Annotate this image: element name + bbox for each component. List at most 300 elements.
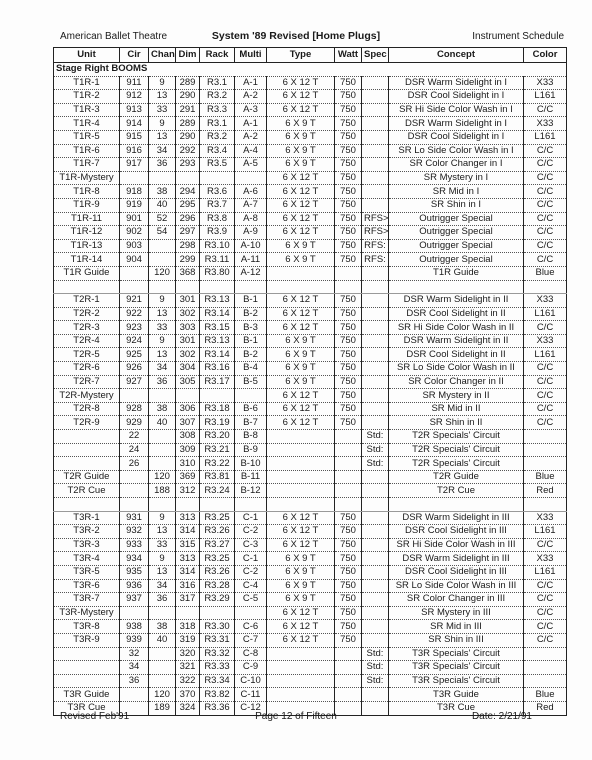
table-row [54,633,567,647]
cell-dim: 318 [176,620,200,634]
cell-color [524,430,567,444]
cell-multi: C-3 [235,538,267,552]
footer-date: Date: 2/21/91 [471,711,532,722]
cell-spec [362,525,389,539]
cell-color: X33 [524,76,567,90]
cell-color: Blue [524,266,567,280]
cell-type: 6 X 9 T [267,362,335,376]
cell-unit: T2R-5 [54,348,120,362]
cell-multi [235,389,267,403]
cell-chan [149,457,176,471]
col-header-cir: Cir [120,48,149,63]
cell-dim [176,498,200,512]
table-row [54,117,567,131]
table-row [54,416,567,430]
cell-watt [335,280,362,294]
cell-dim: 289 [176,117,200,131]
cell-chan [149,606,176,620]
cell-dim: 310 [176,457,200,471]
cell-chan: 54 [149,226,176,240]
cell-cir: 924 [120,334,149,348]
cell-color: X33 [524,552,567,566]
cell-unit [54,443,120,457]
table-row [54,266,567,280]
table-row [54,185,567,199]
cell-dim: 289 [176,76,200,90]
cell-dim: 290 [176,130,200,144]
cell-rack: R3.26 [200,565,235,579]
cell-concept: SR Lo Side Color Wash in III [389,579,524,593]
table-row [54,90,567,104]
cell-multi: C-11 [235,688,267,702]
cell-watt [335,430,362,444]
cell-type: 6 X 9 T [267,117,335,131]
cell-rack: R3.15 [200,321,235,335]
cell-unit [54,674,120,688]
cell-unit [54,457,120,471]
footer-page-number: Page 12 of Fifteen [255,711,337,722]
cell-watt [335,647,362,661]
cell-chan: 38 [149,620,176,634]
cell-cir: 923 [120,321,149,335]
cell-dim: 316 [176,579,200,593]
cell-dim: 322 [176,674,200,688]
cell-rack [200,280,235,294]
cell-chan [149,430,176,444]
cell-type [267,688,335,702]
col-header-rack: Rack [200,48,235,63]
cell-concept: T2R Specials' Circuit [389,457,524,471]
cell-multi: B-8 [235,430,267,444]
cell-unit: T1R Guide [54,266,120,280]
cell-cir: 901 [120,212,149,226]
table-row [54,375,567,389]
cell-multi [235,171,267,185]
cell-unit: T1R-14 [54,253,120,267]
cell-color [524,674,567,688]
cell-spec: Std: [362,457,389,471]
cell-dim: 312 [176,484,200,498]
cell-multi: B-5 [235,375,267,389]
cell-unit: T1R-3 [54,103,120,117]
cell-concept: DSR Cool Sidelight in I [389,90,524,104]
cell-cir: 937 [120,593,149,607]
cell-unit: T2R-1 [54,294,120,308]
cell-concept: DSR Warm Sidelight in III [389,511,524,525]
cell-unit: T2R Guide [54,470,120,484]
table-row [54,130,567,144]
cell-rack: R3.24 [200,484,235,498]
cell-spec: RFS: [362,239,389,253]
cell-watt [335,266,362,280]
cell-unit: T2R-2 [54,307,120,321]
cell-color: L161 [524,307,567,321]
instrument-schedule-table [53,47,567,716]
cell-rack: R3.33 [200,661,235,675]
cell-color: C/C [524,362,567,376]
cell-dim: 370 [176,688,200,702]
cell-type: 6 X 12 T [267,402,335,416]
cell-spec [362,171,389,185]
cell-color: C/C [524,185,567,199]
cell-watt [335,470,362,484]
cell-type: 6 X 9 T [267,130,335,144]
cell-color: C/C [524,593,567,607]
cell-multi: C-1 [235,552,267,566]
cell-cir: 24 [120,443,149,457]
cell-chan: 13 [149,348,176,362]
cell-rack [200,171,235,185]
cell-cir: 913 [120,103,149,117]
cell-concept: T2R Specials' Circuit [389,443,524,457]
cell-concept [389,498,524,512]
cell-cir: 904 [120,253,149,267]
cell-dim: 297 [176,226,200,240]
col-header-watt: Watt [335,48,362,63]
cell-chan: 40 [149,633,176,647]
table-row [54,239,567,253]
cell-unit: T2R-7 [54,375,120,389]
cell-cir: 939 [120,633,149,647]
cell-watt: 750 [335,606,362,620]
table-row [54,647,567,661]
cell-cir: 34 [120,661,149,675]
cell-concept: DSR Cool Sidelight in I [389,130,524,144]
cell-watt: 750 [335,402,362,416]
cell-type: 6 X 12 T [267,185,335,199]
cell-spec [362,620,389,634]
cell-dim: 320 [176,647,200,661]
cell-chan [149,498,176,512]
cell-concept: SR Mystery in II [389,389,524,403]
cell-unit: T2R-Mystery [54,389,120,403]
cell-watt: 750 [335,76,362,90]
cell-cir [120,470,149,484]
table-row [54,144,567,158]
cell-color: C/C [524,158,567,172]
col-header-concept: Concept [389,48,524,63]
cell-multi: C-9 [235,661,267,675]
cell-spec [362,117,389,131]
cell-chan [149,443,176,457]
cell-cir [120,606,149,620]
cell-color: C/C [524,226,567,240]
cell-watt: 750 [335,90,362,104]
cell-concept: T3R Cue [389,701,524,715]
cell-rack: R3.34 [200,674,235,688]
cell-watt: 750 [335,375,362,389]
cell-color: Blue [524,688,567,702]
cell-cir: 911 [120,76,149,90]
cell-multi: A-4 [235,144,267,158]
cell-dim: 313 [176,511,200,525]
cell-rack: R3.29 [200,593,235,607]
cell-rack: R3.20 [200,430,235,444]
cell-chan: 38 [149,185,176,199]
cell-watt: 750 [335,103,362,117]
col-header-unit: Unit [54,48,120,63]
cell-type: 6 X 12 T [267,538,335,552]
cell-unit: T2R-6 [54,362,120,376]
cell-cir: 916 [120,144,149,158]
cell-type: 6 X 12 T [267,198,335,212]
cell-watt: 750 [335,348,362,362]
cell-dim: 315 [176,538,200,552]
cell-spec: Std: [362,443,389,457]
cell-type [267,266,335,280]
cell-unit: T1R-9 [54,198,120,212]
cell-unit [54,498,120,512]
cell-dim: 302 [176,348,200,362]
cell-watt: 750 [335,239,362,253]
cell-watt: 750 [335,185,362,199]
cell-concept: T3R Specials' Circuit [389,661,524,675]
cell-watt: 750 [335,538,362,552]
section-row [54,63,567,77]
cell-type: 6 X 9 T [267,158,335,172]
cell-chan: 120 [149,266,176,280]
cell-concept: SR Lo Side Color Wash in II [389,362,524,376]
cell-type: 6 X 9 T [267,348,335,362]
cell-unit: T1R-2 [54,90,120,104]
cell-chan: 13 [149,565,176,579]
cell-multi: B-2 [235,348,267,362]
cell-cir: 22 [120,430,149,444]
cell-spec: Std: [362,430,389,444]
cell-multi: C-2 [235,565,267,579]
cell-spec [362,552,389,566]
cell-dim: 295 [176,198,200,212]
table-row [54,294,567,308]
cell-unit: T3R-Mystery [54,606,120,620]
cell-rack: R3.8 [200,212,235,226]
cell-concept: T2R Cue [389,484,524,498]
cell-watt [335,443,362,457]
cell-multi: B-1 [235,294,267,308]
cell-concept: SR Shin in II [389,416,524,430]
cell-rack: R3.31 [200,633,235,647]
cell-spec [362,484,389,498]
cell-cir: 26 [120,457,149,471]
cell-type: 6 X 9 T [267,144,335,158]
cell-type: 6 X 12 T [267,525,335,539]
cell-unit: T1R-5 [54,130,120,144]
footer-revised: Revised Feb'91 [60,711,130,722]
cell-multi: A-11 [235,253,267,267]
cell-color: C/C [524,538,567,552]
cell-type [267,484,335,498]
cell-watt: 750 [335,620,362,634]
cell-unit: T1R-6 [54,144,120,158]
cell-unit: T1R-12 [54,226,120,240]
cell-unit: T2R-9 [54,416,120,430]
cell-concept: SR Hi Side Color Wash in III [389,538,524,552]
cell-concept: DSR Cool Sidelight in III [389,565,524,579]
cell-type [267,457,335,471]
cell-watt: 750 [335,362,362,376]
cell-concept: SR Color Changer in II [389,375,524,389]
cell-concept: T2R Guide [389,470,524,484]
cell-spec [362,307,389,321]
cell-unit: T3R-3 [54,538,120,552]
cell-multi: B-12 [235,484,267,498]
cell-spec [362,362,389,376]
cell-cir: 926 [120,362,149,376]
cell-chan: 9 [149,76,176,90]
cell-unit: T1R-Mystery [54,171,120,185]
cell-color: Red [524,701,567,715]
cell-spec: RFS> [362,226,389,240]
cell-color: C/C [524,103,567,117]
cell-spec [362,416,389,430]
cell-type: 6 X 9 T [267,239,335,253]
cell-watt: 750 [335,171,362,185]
cell-multi [235,498,267,512]
cell-color: L161 [524,348,567,362]
cell-cir: 36 [120,674,149,688]
cell-concept: SR Hi Side Color Wash in I [389,103,524,117]
cell-spec [362,606,389,620]
cell-unit: T2R-8 [54,402,120,416]
cell-rack [200,498,235,512]
cell-concept: Outrigger Special [389,253,524,267]
cell-chan: 36 [149,593,176,607]
cell-chan [149,280,176,294]
cell-chan: 189 [149,701,176,715]
cell-unit: T3R-2 [54,525,120,539]
cell-color: L161 [524,565,567,579]
cell-dim: 313 [176,552,200,566]
table-header-row [54,48,567,63]
table-row [54,307,567,321]
cell-cir: 921 [120,294,149,308]
cell-watt: 750 [335,130,362,144]
cell-chan: 40 [149,198,176,212]
cell-concept: DSR Warm Sidelight in I [389,76,524,90]
table-row [54,158,567,172]
cell-spec [362,593,389,607]
cell-dim: 314 [176,565,200,579]
cell-cir: 934 [120,552,149,566]
cell-rack: R3.13 [200,334,235,348]
cell-chan: 9 [149,552,176,566]
cell-concept: SR Color Changer in I [389,158,524,172]
cell-chan: 9 [149,511,176,525]
cell-rack: R3.14 [200,307,235,321]
cell-dim: 299 [176,253,200,267]
table-row [54,620,567,634]
cell-type: 6 X 9 T [267,565,335,579]
cell-chan: 33 [149,103,176,117]
cell-rack: R3.82 [200,688,235,702]
table-row [54,226,567,240]
cell-color: X33 [524,117,567,131]
cell-spec [362,579,389,593]
cell-watt [335,661,362,675]
cell-cir: 918 [120,185,149,199]
cell-color: C/C [524,579,567,593]
cell-spec [362,185,389,199]
col-header-dim: Dim [176,48,200,63]
cell-cir: 917 [120,158,149,172]
cell-unit [54,280,120,294]
cell-type: 6 X 9 T [267,334,335,348]
cell-cir: 922 [120,307,149,321]
cell-spec [362,198,389,212]
cell-rack [200,606,235,620]
cell-color: C/C [524,253,567,267]
cell-spec [362,498,389,512]
cell-multi: A-8 [235,212,267,226]
cell-concept: DSR Cool Sidelight in III [389,525,524,539]
cell-chan: 33 [149,538,176,552]
cell-color: X33 [524,294,567,308]
cell-dim: 306 [176,402,200,416]
cell-spec [362,90,389,104]
cell-rack: R3.36 [200,701,235,715]
cell-chan: 188 [149,484,176,498]
cell-unit: T1R-7 [54,158,120,172]
cell-multi: A-9 [235,226,267,240]
cell-dim: 305 [176,375,200,389]
cell-spec [362,144,389,158]
cell-color: L161 [524,90,567,104]
cell-multi: C-10 [235,674,267,688]
cell-rack: R3.22 [200,457,235,471]
cell-cir [120,688,149,702]
table-row [54,525,567,539]
cell-concept: SR Shin in I [389,198,524,212]
cell-watt: 750 [335,416,362,430]
col-header-color: Color [524,48,567,63]
cell-dim: 308 [176,430,200,444]
section-title: Stage Right BOOMS [54,63,567,77]
cell-spec [362,470,389,484]
cell-spec [362,294,389,308]
cell-chan [149,674,176,688]
cell-spec: RFS> [362,212,389,226]
cell-concept [389,280,524,294]
cell-color: C/C [524,620,567,634]
cell-color: X33 [524,511,567,525]
cell-multi [235,280,267,294]
cell-dim [176,606,200,620]
cell-concept: SR Shin in III [389,633,524,647]
cell-rack: R3.2 [200,130,235,144]
cell-concept: SR Mystery in I [389,171,524,185]
cell-color: C/C [524,321,567,335]
cell-concept: SR Mystery in III [389,606,524,620]
cell-concept: T3R Guide [389,688,524,702]
cell-concept: T3R Specials' Circuit [389,674,524,688]
col-header-multi: Multi [235,48,267,63]
cell-dim: 294 [176,185,200,199]
cell-spec [362,538,389,552]
cell-unit: T3R-8 [54,620,120,634]
table-row [54,688,567,702]
table-row [54,538,567,552]
cell-dim: 301 [176,334,200,348]
cell-multi: A-5 [235,158,267,172]
cell-type: 6 X 12 T [267,103,335,117]
table-row [54,674,567,688]
cell-spec [362,280,389,294]
cell-color: C/C [524,375,567,389]
cell-type: 6 X 12 T [267,226,335,240]
cell-chan [149,239,176,253]
cell-concept: DSR Cool Sidelight in II [389,348,524,362]
cell-dim [176,171,200,185]
